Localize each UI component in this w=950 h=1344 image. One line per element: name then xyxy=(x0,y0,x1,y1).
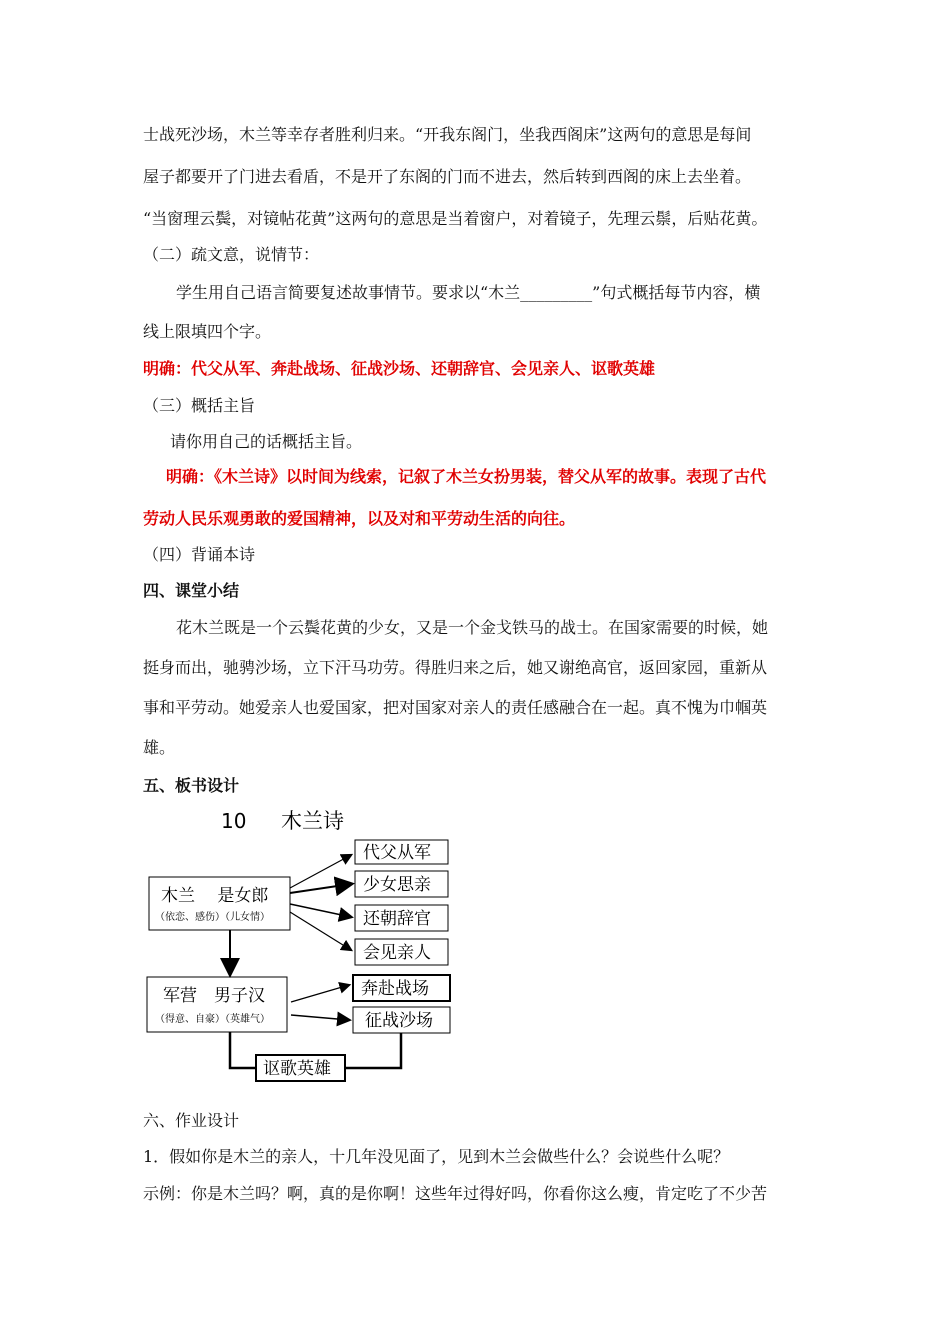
box-right-6-label: 征战沙场 xyxy=(365,1011,433,1031)
section-heading: （三）概括主旨 xyxy=(143,396,256,415)
box-mulan-woman-sub: （依恋、感伤）（儿女情） xyxy=(155,912,270,923)
box-right-3-label: 还朝辞官 xyxy=(363,909,431,929)
box-army-man-sub: （得意、自豪）（英雄气） xyxy=(155,1014,270,1025)
box-bottom-label: 讴歌英雄 xyxy=(263,1059,331,1079)
homework-example: 示例：你是木兰吗？啊，真的是你啊！这些年过得好吗，你看你这么瘦，肯定吃了不少苦 xyxy=(143,1184,768,1203)
box-army-man-label: 军营 男子汉 xyxy=(163,986,265,1006)
bottom-connector-right xyxy=(345,1033,401,1068)
paragraph-line: 请你用自己的话概括主旨。 xyxy=(170,432,363,451)
board-title-number: 10 xyxy=(221,809,247,833)
paragraph-line: “当窗理云鬓，对镜帖花黄”这两句的意思是当着窗户，对着镜子，先理云鬃，后贴花黄。 xyxy=(143,209,768,228)
bottom-connector xyxy=(230,1032,256,1068)
arrow-to-right-2 xyxy=(290,884,351,893)
board-title: 木兰诗 xyxy=(281,809,344,833)
arrow-to-right-6 xyxy=(291,1015,349,1020)
section-heading: （四）背诵本诗 xyxy=(143,545,256,564)
paragraph-line: 士战死沙场，木兰等幸存者胜利归来。“开我东阁门，坐我西阁床”这两句的意思是每间 xyxy=(143,125,752,144)
homework-question: 1．假如你是木兰的亲人，十几年没见面了，见到木兰会做些什么？会说些什么呢？ xyxy=(143,1147,730,1166)
paragraph-line: 学生用自己语言简要复述故事情节。要求以“木兰_________”句式概括每节内容，横 xyxy=(176,283,761,302)
board-heading: 五、板书设计 xyxy=(143,776,240,795)
board-diagram xyxy=(143,800,473,1090)
paragraph-line: 雄。 xyxy=(143,738,176,757)
box-right-2-label: 少女思亲 xyxy=(363,875,431,895)
arrow-to-right-1 xyxy=(290,855,351,888)
answer-text: 明确：《木兰诗》以时间为线索，记叙了木兰女扮男装，替父从军的故事。表现了古代 xyxy=(166,467,767,486)
answer-text: 明确：代父从军、奔赴战场、征战沙场、还朝辞官、会见亲人、讴歌英雄 xyxy=(143,359,656,378)
box-right-1-label: 代父从军 xyxy=(363,843,431,863)
section-heading: （二）疏文意，说情节： xyxy=(143,245,320,264)
answer-text: 劳动人民乐观勇敢的爱国精神，以及对和平劳动生活的向往。 xyxy=(143,509,576,528)
arrow-to-right-5 xyxy=(291,985,349,1002)
box-right-5-label: 奔赴战场 xyxy=(361,979,429,999)
summary-heading: 四、课堂小结 xyxy=(143,581,240,600)
paragraph-line: 屋子都要开了门进去看盾，不是开了东阁的门而不进去，然后转到西阁的床上去坐着。 xyxy=(143,167,752,186)
paragraph-line: 挺身而出，驰骋沙场，立下汗马功劳。得胜归来之后，她又谢绝高官，返回家园，重新从 xyxy=(143,658,768,677)
box-right-4-label: 会见亲人 xyxy=(363,943,431,963)
box-mulan-woman-label: 木兰 是女郎 xyxy=(161,886,269,906)
paragraph-line: 事和平劳动。她爱亲人也爱国家，把对国家对亲人的责任感融合在一起。真不愧为巾帼英 xyxy=(143,698,768,717)
paragraph-line: 线上限填四个字。 xyxy=(143,322,272,341)
paragraph-line: 花木兰既是一个云鬓花黄的少女，又是一个金戈铁马的战士。在国家需要的时候，她 xyxy=(176,618,769,637)
arrow-to-right-4 xyxy=(290,912,351,950)
homework-heading: 六、作业设计 xyxy=(143,1111,240,1130)
arrow-to-right-3 xyxy=(290,904,351,917)
